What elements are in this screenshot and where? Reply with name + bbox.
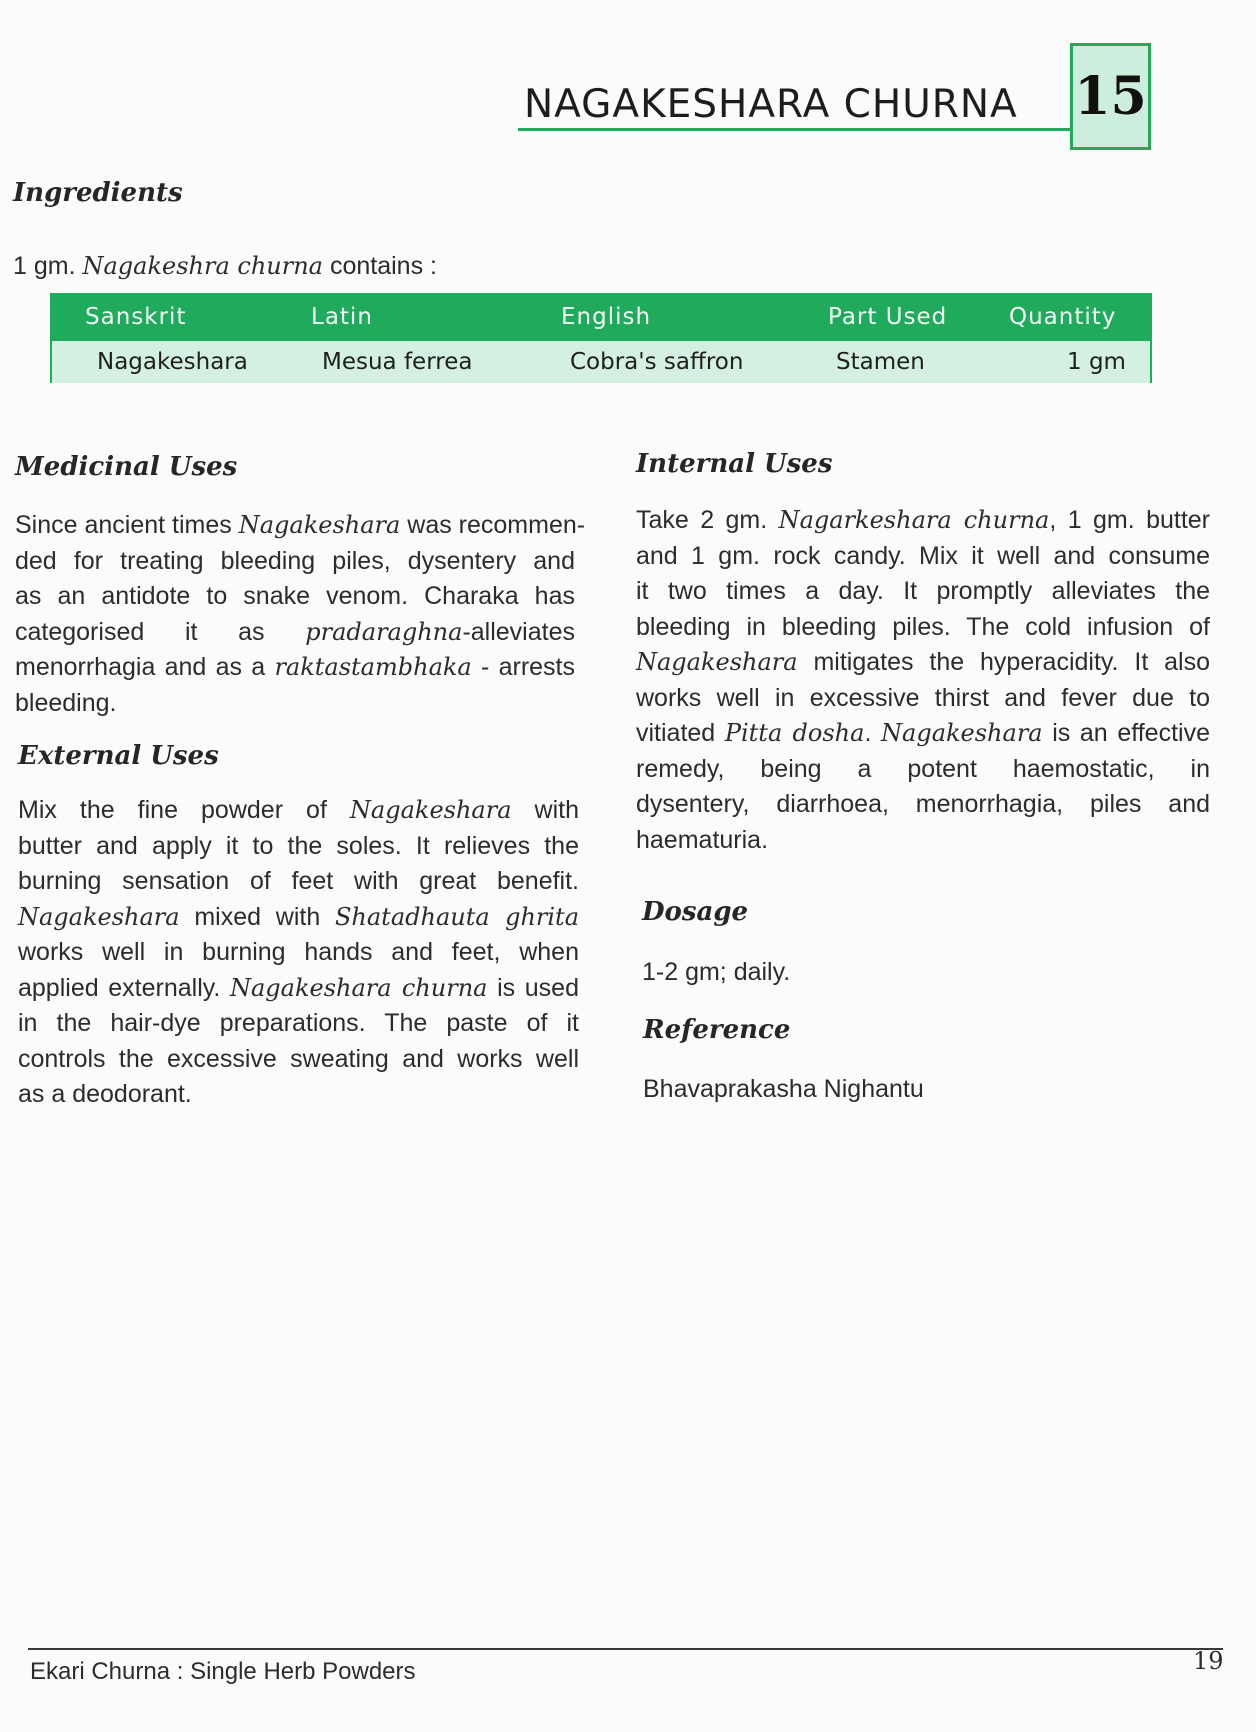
paragraph-line: [18, 864, 579, 900]
text-run: mitigates the hyperacidity. It also: [797, 648, 1210, 676]
paragraph-line: [636, 539, 1210, 575]
text-run: Take 2 gm.: [636, 506, 779, 534]
internal-uses-text: [636, 503, 1210, 858]
paragraph-line: [18, 1077, 579, 1113]
text-run: applied externally.: [18, 973, 230, 1002]
text-run: categorised it as: [15, 617, 306, 646]
italic-term: Nagakeshara: [881, 719, 1043, 747]
paragraph-line: [636, 716, 1210, 752]
text-run: as an antidote to snake venom. Charaka has: [15, 582, 575, 610]
text-run: controls the excessive sweating and works well: [18, 1044, 579, 1073]
italic-term: Shatadhauta ghrita: [334, 902, 580, 931]
italic-term: Pitta dosha: [724, 719, 865, 747]
paragraph-line: [18, 1006, 579, 1042]
medicinal-uses-heading: Medicinal Uses: [15, 452, 238, 482]
paragraph-line: [636, 645, 1210, 681]
internal-uses-heading: Internal Uses: [636, 449, 833, 479]
text-run: ded for treating bleeding piles, dysentery and: [15, 546, 575, 575]
paragraph-line: [15, 508, 586, 544]
text-run: - arrests: [471, 653, 575, 681]
text-run: was recommen-: [400, 511, 586, 539]
column-header-sanskrit: Sanskrit: [85, 304, 187, 330]
italic-term: Nagakeshara: [636, 648, 798, 676]
paragraph-line: [636, 787, 1210, 823]
paragraph-line: [18, 793, 579, 829]
external-uses-heading: External Uses: [18, 741, 219, 771]
cell-latin: Mesua ferrea: [322, 349, 473, 375]
title-underline: [518, 128, 1072, 131]
chapter-number: 15: [1074, 66, 1147, 127]
text-run: bleeding in bleeding piles. The cold infusion of: [636, 612, 1210, 641]
paragraph-line: [18, 900, 579, 936]
paragraph-line: [18, 829, 579, 865]
italic-term: Nagakeshara churna: [229, 973, 488, 1002]
page-number: 19: [1193, 1647, 1224, 1675]
text-run: with: [511, 796, 580, 824]
text-run: .: [864, 719, 882, 747]
text-run: works well in burning hands and feet, when: [18, 938, 579, 966]
paragraph-line: [636, 681, 1210, 717]
paragraph-line: [636, 752, 1210, 788]
italic-term: raktastambhaka: [274, 653, 472, 681]
text-run: -alleviates: [462, 617, 575, 646]
intro-suffix: contains :: [329, 252, 437, 280]
italic-term: Nagakeshara: [238, 511, 401, 539]
italic-term: Nagakeshara: [349, 796, 512, 824]
text-run: in the hair-dye preparations. The paste of it: [18, 1009, 579, 1037]
cell-part-used: Stamen: [836, 349, 925, 375]
text-run: butter and apply it to the soles. It relieves the: [18, 831, 579, 860]
italic-term: pradaraghna: [305, 617, 463, 646]
intro-herb-name: Nagakeshra churna: [82, 252, 323, 280]
paragraph-line: [18, 1042, 579, 1078]
dosage-heading: Dosage: [642, 897, 749, 927]
cell-sanskrit: Nagakeshara: [97, 349, 248, 375]
medicinal-uses-text: [15, 508, 586, 721]
paragraph-line: [636, 503, 1210, 539]
chapter-number-badge: [1070, 43, 1151, 150]
cell-english: Cobra's saffron: [570, 349, 744, 375]
paragraph-line: [15, 544, 575, 580]
italic-term: Nagarkeshara churna: [778, 506, 1050, 534]
dosage-text: 1-2 gm; daily.: [642, 958, 791, 986]
reference-heading: Reference: [643, 1015, 791, 1045]
reference-text: Bhavaprakasha Nighantu: [643, 1075, 924, 1103]
text-run: Mix the fine powder of: [18, 796, 350, 824]
italic-term: Nagakeshara: [18, 902, 180, 931]
ingredients-intro: [13, 252, 437, 281]
paragraph-line: [18, 971, 579, 1007]
paragraph-line: [15, 686, 575, 722]
paragraph-line: [636, 823, 1210, 859]
text-run: bleeding.: [15, 688, 117, 717]
text-run: menorrhagia and as a: [15, 653, 275, 681]
text-run: Since ancient times: [15, 511, 239, 539]
intro-prefix: 1 gm.: [13, 252, 76, 280]
paragraph-line: [636, 610, 1210, 646]
text-run: works well in excessive thirst and fever due to: [636, 683, 1210, 712]
text-run: is used: [487, 973, 579, 1002]
ingredients-table: [50, 293, 1152, 383]
text-run: burning sensation of feet with great benefit.: [18, 867, 579, 895]
text-run: dysentery, diarrhoea, menorrhagia, piles and: [636, 790, 1210, 818]
paragraph-line: [636, 574, 1210, 610]
text-run: is an effective: [1042, 719, 1210, 747]
page-title: NAGAKESHARA CHURNA: [524, 82, 1018, 127]
cell-quantity: 1 gm: [1067, 349, 1126, 375]
text-run: mixed with: [179, 902, 335, 931]
footer-section-title: Ekari Churna : Single Herb Powders: [30, 1658, 416, 1685]
text-run: it two times a day. It promptly alleviates the: [636, 577, 1210, 605]
text-run: haematuria.: [636, 825, 769, 854]
paragraph-line: [15, 579, 575, 615]
text-run: and 1 gm. rock candy. Mix it well and consume: [636, 541, 1210, 570]
text-run: , 1 gm. butter: [1049, 506, 1210, 534]
paragraph-line: [15, 650, 575, 686]
table-header-row: [52, 295, 1150, 341]
column-header-english: English: [561, 304, 652, 330]
paragraph-line: [15, 615, 575, 651]
column-header-latin: Latin: [311, 304, 373, 330]
external-uses-text: [18, 793, 579, 1113]
text-run: vitiated: [636, 719, 725, 747]
column-header-part-used: Part Used: [828, 304, 948, 330]
text-run: as a deodorant.: [18, 1080, 192, 1108]
text-run: remedy, being a potent haemostatic, in: [636, 754, 1210, 783]
ingredients-heading: Ingredients: [13, 178, 183, 208]
footer-rule: [28, 1648, 1223, 1650]
table-row: [52, 341, 1150, 383]
paragraph-line: [18, 935, 579, 971]
column-header-quantity: Quantity: [1009, 304, 1117, 330]
